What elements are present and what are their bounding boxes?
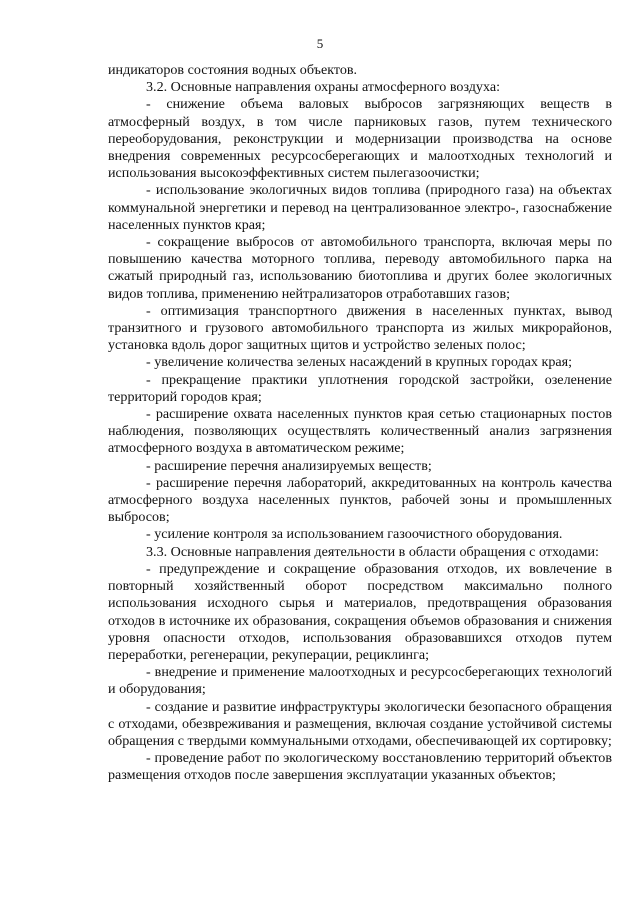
- list-item: - внедрение и применение малоотходных и ресурсосберегающих технологий и оборудования;: [108, 664, 612, 698]
- list-item: - усиление контроля за использованием газоочистного оборудования.: [146, 526, 563, 543]
- list-item: - создание и развитие инфраструктуры экологически безопасного обращения с отходами, обезвреживания и размещения, включая создание устойчивой системы обращения с твердыми коммунальными отходами, обеспечивающей их сортировку;: [108, 698, 612, 749]
- paragraph: индикаторов состояния водных объектов.: [108, 62, 358, 78]
- list-item: - проведение работ по экологическому восстановлению территорий объектов размещения отходов после завершения эксплуатации указанных объектов;: [108, 750, 612, 784]
- list-item: - сокращение выбросов от автомобильного транспорта, включая меры по повышению качества моторного топлива, переводу автомобильного парка на сжатый природный газ, использованию биотоплива и других более экологичных видов топлива, применению нейтрализаторов отработавших газов;: [108, 234, 612, 302]
- page-number: 5: [316, 36, 324, 51]
- list-item: - расширение перечня анализируемых веществ;: [146, 457, 432, 474]
- section-heading: 3.3. Основные направления деятельности в области обращения с отходами:: [146, 543, 599, 560]
- section-heading: 3.2. Основные направления охраны атмосферного воздуха:: [146, 79, 501, 96]
- list-item: - увеличение количества зеленых насаждений в крупных городах края;: [146, 354, 573, 371]
- list-item: - оптимизация транспортного движения в населенных пунктах, вывод транзитного и грузового автомобильного транспорта из жилых микрорайонов, установка вдоль дорог защитных щитов и устройство зеленых полос;: [108, 302, 612, 354]
- list-item: - расширение охвата населенных пунктов края сетью стационарных постов наблюдения, позволяющих осуществлять количественный анализ загрязнения атмосферного воздуха в автоматическом режиме;: [108, 406, 612, 457]
- list-item: - прекращение практики уплотнения городской застройки, озеленение территорий городов края;: [108, 371, 612, 405]
- list-item: - использование экологичных видов топлива (природного газа) на объектах коммунальной энергетики и перевод на централизованное электро-, газоснабжение населенных пунктов края;: [108, 182, 612, 233]
- list-item: - расширение перечня лабораторий, аккредитованных на контроль качества атмосферного воздуха населенных пунктов, рабочей зоны и промышленных выбросов;: [108, 474, 612, 526]
- list-item: - предупреждение и сокращение образования отходов, их вовлечение в повторный хозяйственный оборот посредством максимально полного использования исходного сырья и материалов, предотвращения образования отходов в источнике их образования, сокращения объемов образования и снижения уровня опасности отходов, использования образовавшихся отходов путем переработки, регенерации, рекуперации, рециклинга;: [108, 560, 612, 663]
- list-item: - снижение объема валовых выбросов загрязняющих веществ в атмосферный воздух, в том числе парниковых газов, путем технического переоборудования, реконструкции и модернизации производства на основе внедрения современных ресурсосберегающих и малоотходных технологий и использования высокоэффективных систем пылегазоочистки;: [108, 96, 612, 182]
- document-body: [108, 62, 612, 785]
